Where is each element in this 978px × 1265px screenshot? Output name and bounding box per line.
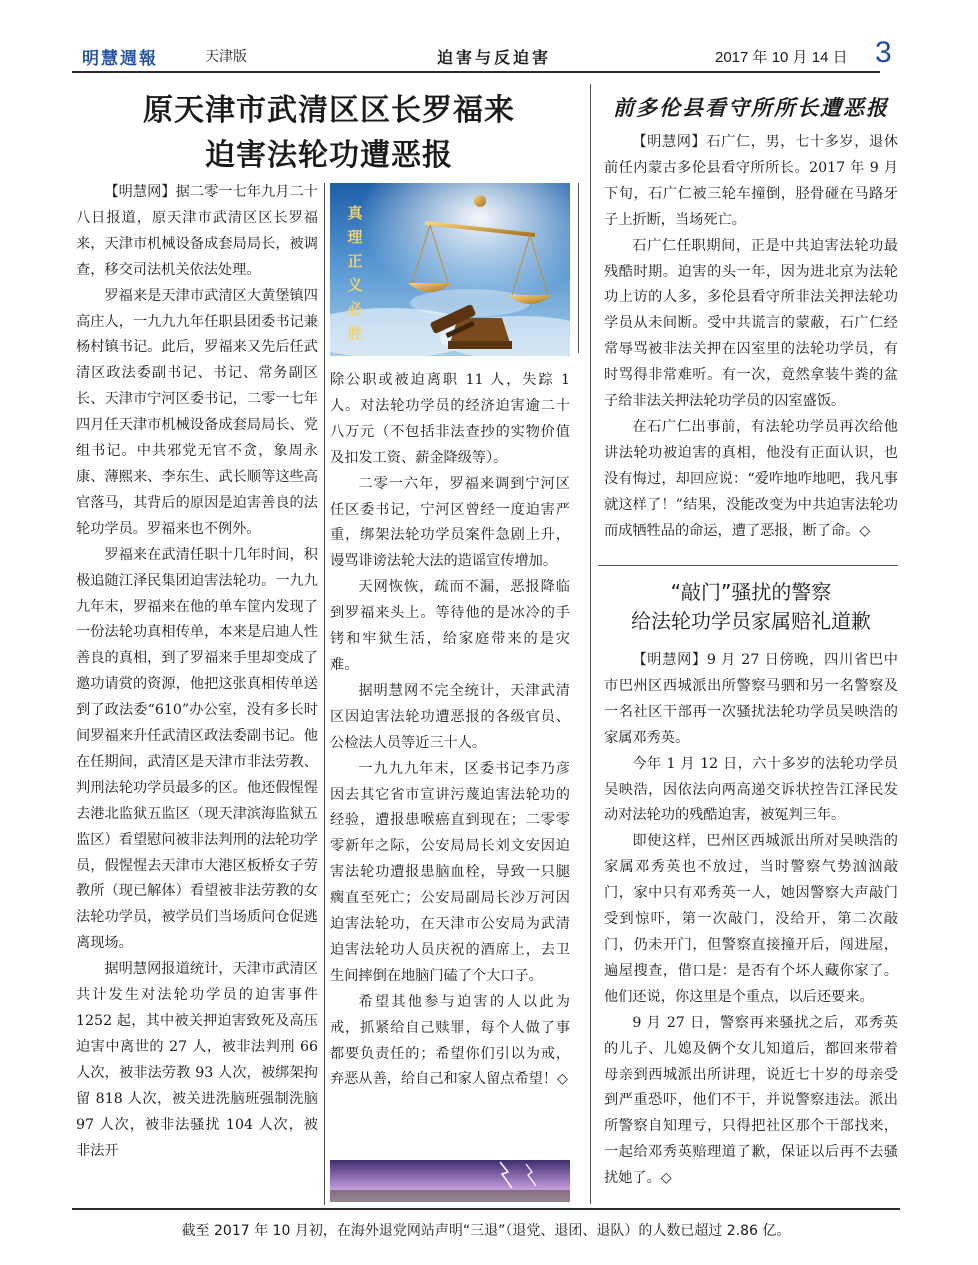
article2-paragraph: 石广仁任职期间，正是中共迫害法轮功最残酷时期。迫害的头一年，因为进北京为法轮功上访的人多，多伦县看守所非法关押法轮功学员从未间断。受中共谎言的蒙蔽，石广仁经常辱骂被非法关押在囚室里的法轮功学员，有时骂得非常难听。有一次，竟然拿装牛粪的盆子给非法关押法轮功学员的囚室盛饭。	[604, 237, 898, 410]
article1-paragraph: 据明慧网报道统计，天津市武清区共计发生对法轮功学员的迫害事件 1252 起，其中被关押迫害致死及高压迫害中离世的 27 人，被非法判刑 66 人次，被非法劳教 93 人次，被绑架拘留 818 人次，被关进洗脑班强制洗脑 97 人次，被非法骚扰 104 人次，被非法开	[76, 961, 318, 1159]
article1-column1	[76, 180, 318, 1210]
article1-paragraph: 除公职或被迫离职 11 人，失踪 1 人。对法轮功学员的经济迫害逾二十八万元（不包括非法查抄的实物价值及扣发工资、薪金降级等）。	[330, 372, 570, 466]
article2-paragraph: 在石广仁出事前，有法轮功学员再次给他讲法轮功被迫害的真相，他没有正面认识，也没有悔过，却回应说：“爱咋地咋地吧，我凡事就这样了！”结果，没能改变为中共迫害法轮功而成牺牲品的命运，遭了恶报，断了命。◇	[604, 418, 898, 539]
decorative-strip	[330, 1142, 570, 1202]
article3-title	[600, 578, 902, 636]
article1-title	[128, 88, 530, 178]
article1-title-line1: 原天津市武清区区长罗福来	[143, 93, 515, 128]
header-divider	[72, 71, 880, 73]
article1-column2	[330, 368, 570, 1148]
justice-scales-illustration	[330, 183, 570, 356]
scales-image	[330, 183, 570, 356]
page-header	[72, 36, 898, 70]
article2-paragraph: 【明慧网】石广仁，男，七十多岁，退休前任内蒙古多伦县看守所所长。2017 年 9 月下旬，石广仁被三轮车撞倒，胫骨碰在马路牙子上折断，当场死亡。	[604, 134, 898, 228]
article3-paragraph: 【明慧网】9 月 27 日傍晚，四川省巴中市巴州区西城派出所警察马驷和另一名警察及一名社区干部再一次骚扰法轮功学员吴映浩的家属邓秀英。	[604, 652, 898, 746]
image-caption: 真理正义必胜	[347, 204, 363, 342]
article2-body	[604, 130, 898, 560]
edition-label: 天津版	[205, 49, 247, 65]
article1-paragraph: 据明慧网不完全统计，天津武清区因迫害法轮功遭恶报的各级官员、公检法人员等近三十人。	[330, 682, 570, 751]
column-divider	[590, 84, 591, 1204]
article2-title: 前多伦县看守所所长遭恶报	[613, 95, 889, 120]
column-divider	[324, 183, 325, 1205]
newspaper-brand: 明慧週報	[82, 49, 158, 69]
article1-paragraph: 【明慧网】据二零一七年九月二十八日报道，原天津市武清区区长罗福来，天津市机械设备成套局局长，被调查，移交司法机关依法处理。	[76, 184, 318, 278]
article3-paragraph: 今年 1 月 12 日，六十多岁的法轮功学员吴映浩，因依法向两高递交诉状控告江泽民发动对法轮功的残酷迫害，被冤判三年。	[604, 755, 898, 824]
article1-paragraph: 罗福来是天津市武清区大黄堡镇四高庄人，一九九九年任职县团委书记兼杨村镇书记。此后，罗福来又先后任武清区政法委副书记、书记、常务副区长、天津市宁河区委书记，二零一七年四月任天津市机械设备成套局局长、党组书记。中共邪党无官不贪，象周永康、薄熙来、李东生、武长顺等这些高官落马，其背后的原因是迫害善良的法轮功学员。罗福来也不例外。	[76, 287, 318, 537]
article1-paragraph: 天网恢恢，疏而不漏，恶报降临到罗福来头上。等待他的是冰冷的手铐和牢狱生活，给家庭带来的是灾难。	[330, 579, 570, 673]
issue-date: 2017 年 10 月 14 日	[715, 49, 848, 66]
footer-divider	[72, 1208, 900, 1210]
column-divider	[578, 183, 579, 353]
footer-note: 截至 2017 年 10 月初，在海外退党网站声明“三退”（退党、退团、退队）的人数已超过 2.86 亿。	[181, 1223, 791, 1239]
article1-paragraph: 二零一六年，罗福来调到宁河区任区委书记，宁河区曾经一度迫害严重，绑架法轮功学员案件急剧上升，谩骂诽谤法轮大法的造谣宣传增加。	[330, 475, 570, 570]
article1-title-line2: 迫害法轮功遭恶报	[205, 138, 453, 173]
article3-paragraph: 即使这样，巴州区西城派出所对吴映浩的家属邓秀英也不放过，当时警察气势汹汹敲门，家中只有邓秀英一人，她因警察大声敲门受到惊吓，第一次敲门，没给开，第二次敲门，仍未开门，但警察直接撞开后，闯进屋，遍屋搜查，借口是：是否有个坏人藏你家了。他们还说，你这里是个重点，以后还要来。	[604, 833, 898, 1005]
article1-paragraph: 罗福来在武清任职十几年时间，积极追随江泽民集团迫害法轮功。一九九九年末，罗福来在他的单车筐内发现了一份法轮功真相传单，本来是启迪人性善良的真相，到了罗福来手里却变成了邀功请赏的资源，他把这张真相传单送到了政法委“610”办公室，没有多长时间罗福来升任武清区政法委副书记。他在任期间，武清区是天津市非法劳教、判刑法轮功学员最多的区。他还假惺惺去港北监狱五监区（现天津滨海监狱五监区）看望慰问被非法判刑的法轮功学员，假惺惺去天津市大港区板桥女子劳教所（现已解体）看望被非法劳教的女法轮功学员，被学员们当场质问仓促逃离现场。	[76, 546, 318, 952]
article1-paragraph: 希望其他参与迫害的人以此为戒，抓紧给自己赎罪，每个人做了事都要负责任的；希望你们引以为戒，弃恶从善，给自己和家人留点希望！◇	[330, 993, 570, 1088]
article3-title-line2: 给法轮功学员家属赔礼道歉	[631, 609, 871, 633]
article-divider	[598, 565, 898, 566]
article3-paragraph: 9 月 27 日，警察再来骚扰之后，邓秀英的儿子、儿媳及俩个女儿知道后，都回来带着母亲到西城派出所讲理，说近七十岁的母亲受到严重恐吓，他们不干，并说警察违法。派出所警察自知理亏，只得把社区那个干部找来，一起给邓秀英赔理道了歉，保证以后再不去骚扰她了。◇	[604, 1014, 898, 1187]
article1-paragraph: 一九九九年末，区委书记李乃彦因去其它省市宣讲污蔑迫害法轮功的经验，遭报患喉癌直到现在；二零零零新年之际，公安局局长刘文安因迫害法轮功遭报患脑血栓，导致一只腿瘸直至死亡；公安局副局长沙万河因迫害法轮功，在天津市公安局为武清迫害法轮功人员庆祝的酒席上，去卫生间摔倒在地脑门磕了个大口子。	[330, 760, 570, 984]
article3-title-line1: “敲门”骚扰的警察	[670, 580, 832, 604]
page-number: 3	[875, 36, 892, 69]
section-title: 迫害与反迫害	[437, 48, 552, 67]
decorative-image	[330, 1142, 570, 1202]
article3-body	[604, 648, 898, 1198]
